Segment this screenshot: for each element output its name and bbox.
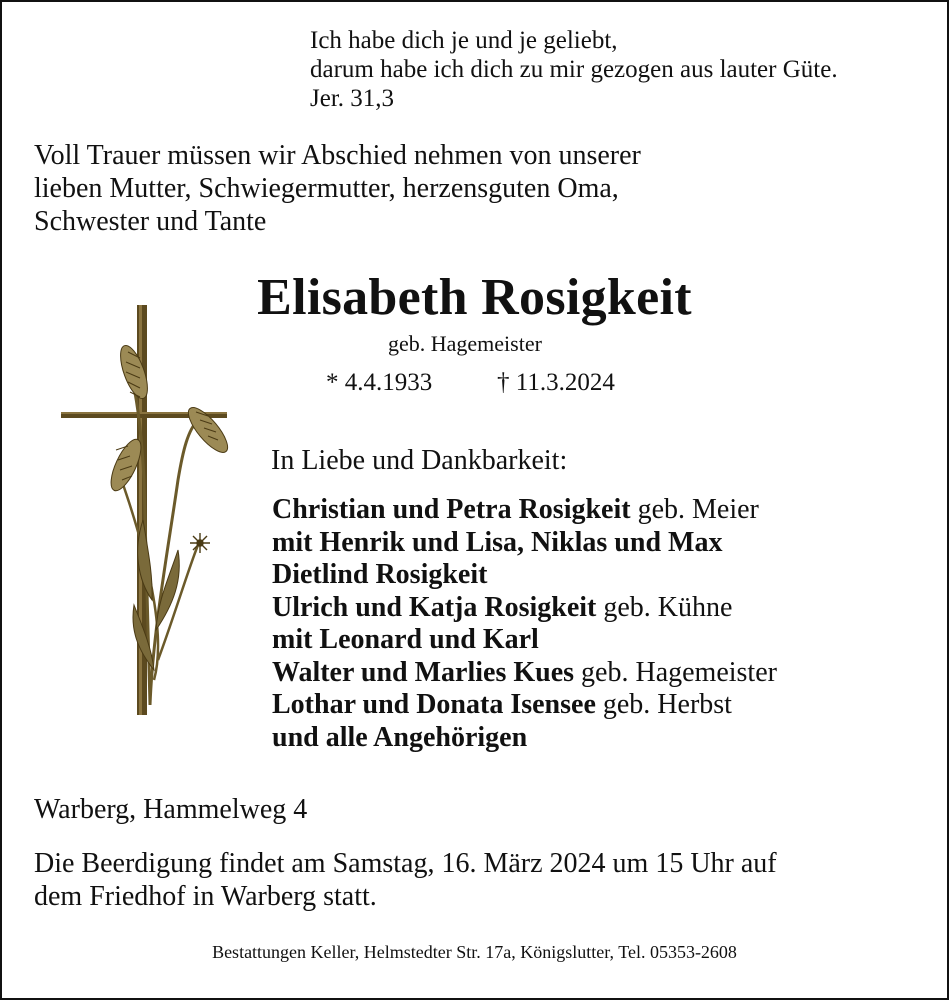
family-row <box>272 624 777 657</box>
family-birth-name: geb. Herbst <box>595 689 732 720</box>
intro-line-2: lieben Mutter, Schwiegermutter, herzensguten Oma, <box>34 173 619 204</box>
death-date: † 11.3.2024 <box>497 369 615 396</box>
family-member-names: Dietlind Rosigkeit <box>272 559 488 590</box>
family-member-names: Lothar und Donata Isensee <box>272 689 596 720</box>
verse-line-2: darum habe ich dich zu mir gezogen aus lauter Güte. <box>310 56 838 83</box>
birth-date: * 4.4.1933 <box>326 369 433 396</box>
verse-line-1: Ich habe dich je und je geliebt, <box>310 27 618 54</box>
family-birth-name: geb. Hagemeister <box>574 656 777 688</box>
deceased-name-text: Elisabeth Rosigkeit <box>257 269 692 326</box>
intro-text <box>34 139 641 238</box>
family-birth-name: geb. Kühne <box>596 591 733 623</box>
family-birth-name: geb. Meier <box>630 494 759 525</box>
birth-name: geb. Hagemeister <box>388 331 542 356</box>
intro-line-3: Schwester und Tante <box>34 206 267 237</box>
family-row <box>272 722 777 755</box>
family-member-names: Walter und Marlies Kues <box>272 656 575 688</box>
family-row <box>272 494 777 527</box>
mourner-address: Warberg, Hammelweg 4 <box>34 794 308 825</box>
thanks-heading: In Liebe und Dankbarkeit: <box>271 445 568 476</box>
verse-reference: Jer. 31,3 <box>310 85 395 112</box>
family-row <box>272 592 777 625</box>
funeral-info <box>34 847 777 913</box>
family-row <box>272 689 777 722</box>
family-member-names: mit Leonard und Karl <box>272 624 539 655</box>
family-row <box>272 527 777 560</box>
funeral-line-2: dem Friedhof in Warberg statt. <box>34 881 377 912</box>
funeral-line-1: Die Beerdigung findet am Samstag, 16. März 2024 um 15 Uhr auf <box>34 848 777 879</box>
family-row <box>272 657 777 690</box>
family-row <box>272 559 777 592</box>
intro-line-1: Voll Trauer müssen wir Abschied nehmen von unserer <box>34 140 641 171</box>
family-member-names: Ulrich und Katja Rosigkeit <box>272 591 597 623</box>
family-list <box>272 494 777 754</box>
family-member-names: mit Henrik und Lisa, Niklas und Max <box>272 526 723 558</box>
cross-with-wheat-and-cornflower-icon <box>58 300 233 720</box>
undertaker-info: Bestattungen Keller, Helmstedter Str. 17a, Königslutter, Tel. 05353-2608 <box>212 942 737 962</box>
family-member-names: Christian und Petra Rosigkeit <box>272 494 631 525</box>
bible-verse <box>310 26 838 113</box>
family-member-names: und alle Angehörigen <box>272 721 528 753</box>
